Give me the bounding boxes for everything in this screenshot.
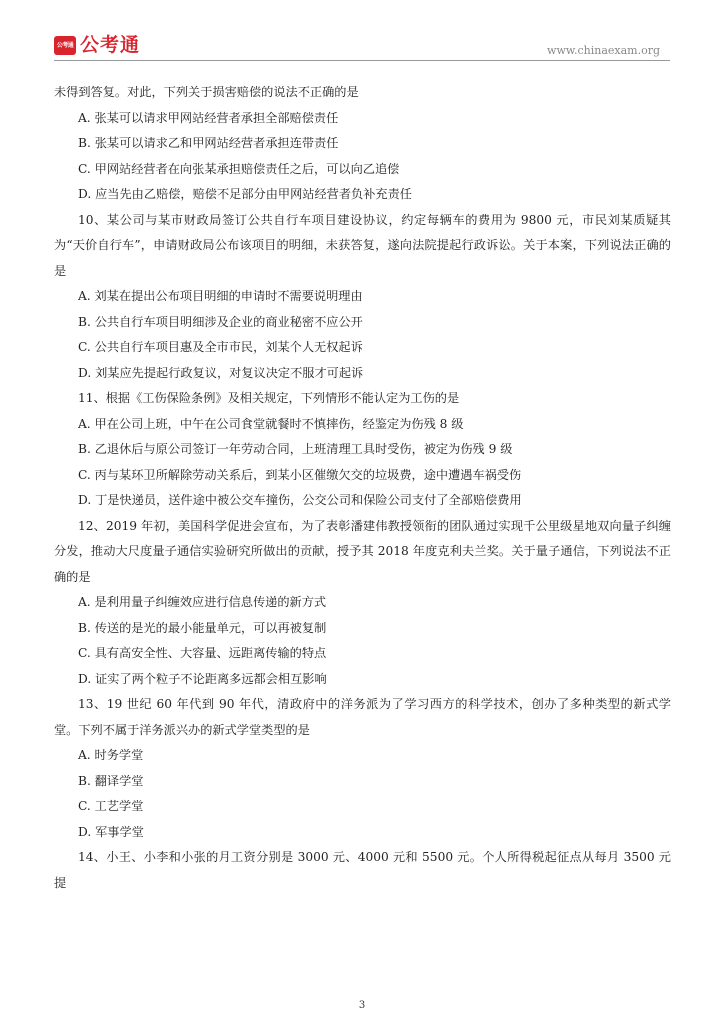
document-body [54, 80, 671, 896]
question-13-option-b: B. 翻译学堂 [78, 773, 144, 788]
question-13-option-a: A. 时务学堂 [78, 748, 144, 762]
site-url: www.chinaexam.org [547, 44, 660, 57]
question-9-option-c: C. 甲网站经营者在向张某承担赔偿责任之后，可以向乙追偿 [78, 161, 400, 176]
logo-icon: 公考通 [54, 36, 76, 55]
question-12-option-a: A. 是利用量子纠缠效应进行信息传递的新方式 [78, 595, 327, 609]
logo-text: 公考通 [80, 34, 141, 56]
question-10-option-d: D. 刘某应先提起行政复议，对复议决定不服才可起诉 [78, 365, 364, 380]
question-11-option-d: D. 丁是快递员，送件途中被公交车撞伤，公交公司和保险公司支付了全部赔偿费用 [78, 493, 522, 507]
question-9-option-d: D. 应当先由乙赔偿，赔偿不足部分由甲网站经营者负补充责任 [78, 187, 412, 201]
question-12-option-d: D. 证实了两个粒子不论距离多远都会相互影响 [78, 671, 327, 686]
question-11-option-c: C. 丙与某环卫所解除劳动关系后，到某小区催缴欠交的垃圾费，途中遭遇车祸受伤 [78, 467, 522, 482]
question-14-stem: 14、小王、小李和小张的月工资分别是 3000 元、4000 元和 5500 元。个人所得税起征点从每月 3500 元提 [54, 850, 671, 890]
question-13-option-d: D. 军事学堂 [78, 824, 144, 839]
question-11-option-a: A. 甲在公司上班，中午在公司食堂就餐时不慎摔伤，经鉴定为伤残 8 级 [78, 416, 464, 431]
question-13-option-c: C. 工艺学堂 [78, 799, 144, 813]
logo [54, 34, 140, 56]
question-10-option-c: C. 公共自行车项目惠及全市市民，刘某个人无权起诉 [78, 340, 363, 354]
question-12-option-b: B. 传送的是光的最小能量单元，可以再被复制 [78, 620, 327, 635]
question-13-stem: 13、19 世纪 60 年代到 90 年代，清政府中的洋务派为了学习西方的科学技术，创办了多种类型的新式学堂。下列不属于洋务派兴办的新式学堂类型的是 [54, 697, 671, 737]
question-11-stem: 11、根据《工伤保险条例》及相关规定，下列情形不能认定为工伤的是 [78, 391, 460, 405]
question-10-option-a: A. 刘某在提出公布项目明细的申请时不需要说明理由 [78, 289, 363, 303]
question-12-option-c: C. 具有高安全性、大容量、远距离传输的特点 [78, 646, 327, 660]
question-10-option-b: B. 公共自行车项目明细涉及企业的商业秘密不应公开 [78, 314, 363, 329]
question-10-stem: 10、某公司与某市财政局签订公共自行车项目建设协议，约定每辆车的费用为 9800 元，市民刘某质疑其为“天价自行车”，申请财政局公布该项目的明细，未获答复，遂向法院提起行政诉讼。关于本案，下列说法正确的是 [54, 212, 671, 278]
page-number: 3 [358, 1000, 366, 1011]
question-12-stem: 12、2019 年初，美国科学促进会宣布，为了表彰潘建伟教授领衔的团队通过实现千公里级星地双向量子纠缠分发，推动大尺度量子通信实验研究所做出的贡献，授予其 2018 年度克利夫兰奖。关于量子通信，下列说法不正确的是 [54, 518, 671, 584]
page-header [0, 0, 724, 62]
header-divider [54, 60, 670, 61]
question-9-continuation: 未得到答复。对此，下列关于损害赔偿的说法不正确的是 [54, 85, 359, 99]
question-9-option-a: A. 张某可以请求甲网站经营者承担全部赔偿责任 [78, 110, 339, 125]
question-9-option-b: B. 张某可以请求乙和甲网站经营者承担连带责任 [78, 136, 339, 150]
question-11-option-b: B. 乙退休后与原公司签订一年劳动合同，上班清理工具时受伤，被定为伤残 9 级 [78, 442, 513, 456]
